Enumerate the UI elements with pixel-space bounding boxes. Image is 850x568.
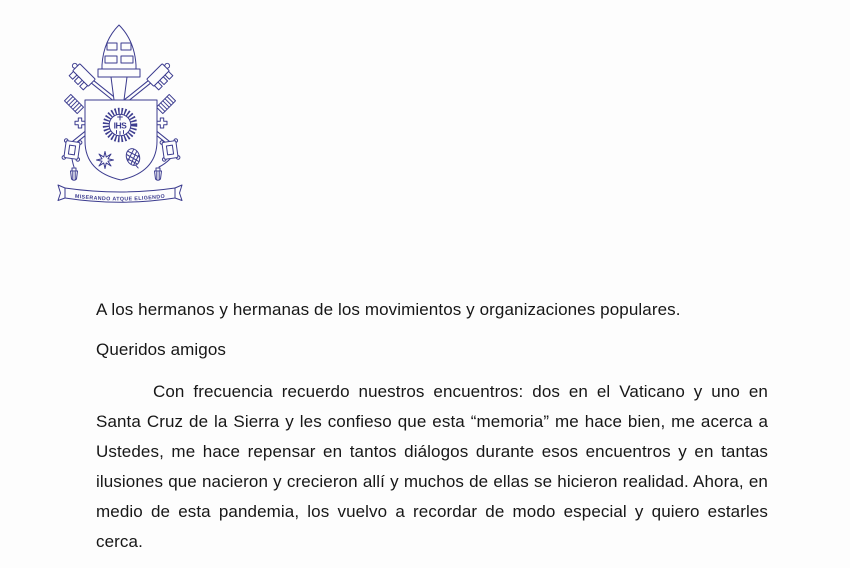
papal-coat-of-arms	[57, 3, 183, 208]
motto-text: MISERANDO ATQUE ELIGENDO	[74, 193, 166, 203]
letter-salutation: A los hermanos y hermanas de los movimientos y organizaciones populares.	[96, 300, 681, 319]
key-bit-right-icon	[147, 61, 177, 91]
ihs-monogram: IHS	[113, 120, 127, 131]
letter-body	[96, 295, 768, 557]
key-bow-left-icon	[62, 139, 82, 162]
letter-paragraph: Con frecuencia recuerdo nuestros encuentros: dos en el Vaticano y uno en Santa Cruz de la Sierra y les confieso que esta “memoria” me hace bien, me acerca a Ustedes, me hace repensar en tantos diálogos durante esos encuentros y en tantas ilusiones que nacieron y crecieron allí y muchos de ellas se hicieron realidad. Ahora, en medio de esta pandemia, los vuelvo a recordar de modo especial y quiero estarles cerca.	[96, 382, 768, 551]
star-icon	[97, 152, 114, 169]
tassel-left-icon	[71, 159, 78, 180]
key-hatched-band-left	[64, 94, 83, 113]
shield-icon	[85, 100, 157, 180]
key-cross-ornament-right	[157, 118, 167, 128]
key-bit-left-icon	[65, 61, 95, 91]
letter-greeting: Queridos amigos	[96, 340, 227, 359]
key-cross-ornament-left	[75, 118, 85, 128]
key-bow-right-icon	[160, 139, 180, 162]
motto-banner	[58, 185, 182, 203]
key-hatched-band-right	[156, 94, 175, 113]
tassel-right-icon	[155, 159, 171, 180]
